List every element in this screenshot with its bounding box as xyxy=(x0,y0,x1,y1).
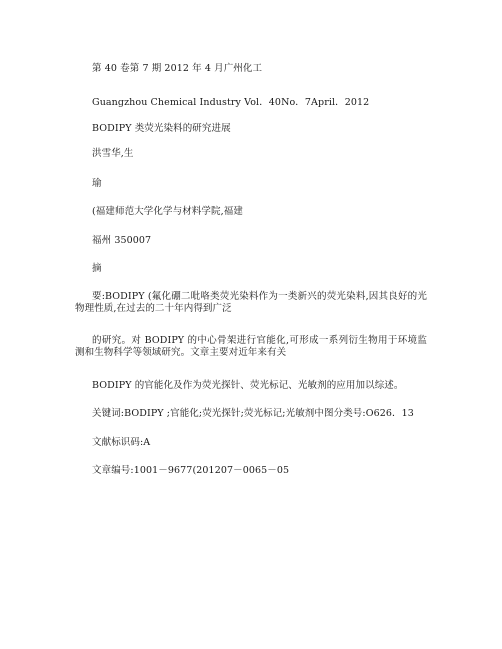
journal-line-en: Guangzhou Chemical Industry Vol．40No．7April．2012 xyxy=(92,97,370,108)
article-number: 文章编号:1001－9677(201207－0065－05 xyxy=(92,465,290,476)
abstract-paragraph-1: 要:BODIPY (氟化硼二吡咯类荧光染料作为一类新兴的荧光染料,因其良好的光物理性质,在过去的二十年内得到广泛 xyxy=(75,291,427,314)
abstract-heading: 摘 xyxy=(92,263,102,274)
author-line-1: 洪雪华,生 xyxy=(92,148,134,159)
author-line-2: 瑜 xyxy=(92,178,102,189)
affiliation: (福建师范大学化学与材料学院,福建 xyxy=(92,206,243,217)
address: 福州 350007 xyxy=(92,235,152,246)
keywords: 关键词:BODIPY ;官能化;荧光探针;荧光标记;光敏剂中图分类号:O626．13 xyxy=(92,408,414,419)
document-code: 文献标识码:A xyxy=(92,437,151,448)
paper-title: BODIPY 类荧光染料的研究进展 xyxy=(92,123,231,134)
journal-line-cn: 第 40 卷第 7 期 2012 年 4 月广州化工 xyxy=(92,63,263,74)
abstract-paragraph-2: 的研究。对 BODIPY 的中心骨架进行官能化,可形成一系列衍生物用于环境监测和生物科学等领域研究。文章主要对近年来有关 xyxy=(75,335,427,358)
abstract-paragraph-3: BODIPY 的官能化及作为荧光探针、荧光标记、光敏剂的应用加以综述。 xyxy=(92,380,404,391)
